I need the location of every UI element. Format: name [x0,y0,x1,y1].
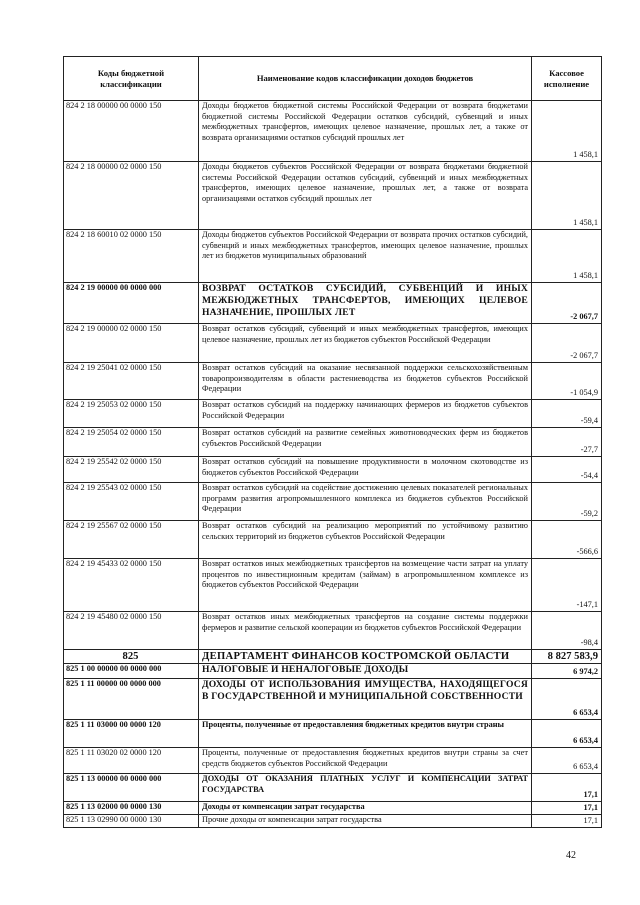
row-name: Возврат остатков субсидий на поддержку начинающих фермеров из бюджетов субъектов Российской Федерации [199,400,532,428]
table-row [64,363,602,400]
row-name: ВОЗВРАТ ОСТАТКОВ СУБСИДИЙ, СУБВЕНЦИЙ И ИНЫХ МЕЖБЮДЖЕТНЫХ ТРАНСФЕРТОВ, ИМЕЮЩИХ ЦЕЛЕВОЕ НАЗНАЧЕНИЕ, ПРОШЛЫХ ЛЕТ [199,283,532,324]
row-name: Доходы бюджетов бюджетной системы Российской Федерации от возврата бюджетами бюджетной системы Российской Федерации остатков субсидий, субвенций и иных межбюджетных трансфертов, имеющих целевое назначение, прошлых лет, а также от возврата организациями остатков субсидий прошлых лет [199,101,532,162]
row-amount: 1 458,1 [532,162,602,230]
table-header-row [64,57,602,101]
table-row [64,457,602,483]
row-code: 825 1 13 00000 00 0000 000 [64,774,199,802]
row-amount: 1 458,1 [532,101,602,162]
table-row [64,400,602,428]
table-row [64,483,602,521]
row-amount: -2 067,7 [532,324,602,363]
table-row [64,802,602,815]
row-code: 825 1 11 03000 00 0000 120 [64,720,199,748]
table-row [64,521,602,559]
row-amount: 17,1 [532,815,602,828]
row-code: 824 2 19 25543 02 0000 150 [64,483,199,521]
row-code: 824 2 19 45480 02 0000 150 [64,612,199,650]
row-amount: -54,4 [532,457,602,483]
row-amount: 6 653,4 [532,748,602,774]
row-name: Доходы бюджетов субъектов Российской Федерации от возврата бюджетами бюджетной системы Российской Федерации остатков субсидий, субвенций и иных межбюджетных трансфертов, имеющих целевое назначение, прошлых лет, а также от возврата организациями остатков субсидий прошлых лет [199,162,532,230]
table-row [64,428,602,457]
row-amount: 1 458,1 [532,230,602,283]
table-row [64,283,602,324]
row-code: 824 2 18 60010 02 0000 150 [64,230,199,283]
row-code: 824 2 19 25053 02 0000 150 [64,400,199,428]
row-amount: -59,2 [532,483,602,521]
row-amount: -59,4 [532,400,602,428]
table-row [64,774,602,802]
row-amount: -2 067,7 [532,283,602,324]
row-name: Возврат остатков субсидий на содействие достижению целевых показателей региональных программ развития агропромышленного комплекса из бюджетов субъектов Российской Федерации [199,483,532,521]
row-name: Проценты, полученные от предоставления бюджетных кредитов внутри страны за счет средств бюджетов субъектов Российской Федерации [199,748,532,774]
table-row [64,612,602,650]
row-amount: -566,6 [532,521,602,559]
table-row [64,324,602,363]
table-row [64,230,602,283]
row-amount: -147,1 [532,559,602,612]
row-code: 824 2 19 25041 02 0000 150 [64,363,199,400]
row-name: ДОХОДЫ ОТ ИСПОЛЬЗОВАНИЯ ИМУЩЕСТВА, НАХОДЯЩЕГОСЯ В ГОСУДАРСТВЕННОЙ И МУНИЦИПАЛЬНОЙ СОБСТВЕННОСТИ [199,679,532,720]
row-name: Возврат остатков субсидий на развитие семейных животноводческих ферм из бюджетов субъектов Российской Федерации [199,428,532,457]
row-amount: 6 653,4 [532,720,602,748]
table-row [64,101,602,162]
row-name: Возврат остатков субсидий, субвенций и иных межбюджетных трансфертов, имеющих целевое назначение, прошлых лет из бюджетов субъектов Российской Федерации [199,324,532,363]
row-name: Возврат остатков иных межбюджетных трансфертов на возмещение части затрат на уплату процентов по инвестиционным кредитам (займам) в агропромышленном комплексе из бюджетов субъектов Российской Федерации [199,559,532,612]
table-row [64,748,602,774]
department-name: ДЕПАРТАМЕНТ ФИНАНСОВ КОСТРОМСКОЙ ОБЛАСТИ [199,650,532,664]
row-code: 824 2 19 25054 02 0000 150 [64,428,199,457]
row-code: 824 2 19 25567 02 0000 150 [64,521,199,559]
row-code: 824 2 19 25542 02 0000 150 [64,457,199,483]
row-code: 824 2 19 45433 02 0000 150 [64,559,199,612]
page-number: 42 [566,850,576,861]
row-amount: -98,4 [532,612,602,650]
table-row [64,559,602,612]
row-amount: 6 653,4 [532,679,602,720]
department-amount: 8 827 583,9 [532,650,602,664]
row-name: Доходы бюджетов субъектов Российской Федерации от возврата прочих остатков субсидий, субвенций и иных межбюджетных трансфертов, имеющих целевое назначение, прошлых лет из бюджетов муниципальных образований [199,230,532,283]
row-amount: 17,1 [532,774,602,802]
row-name: Проценты, полученные от предоставления бюджетных кредитов внутри страны [199,720,532,748]
table-row [64,679,602,720]
table-row [64,815,602,828]
table-row [64,162,602,230]
department-row [64,650,602,664]
row-name: Возврат остатков субсидий на оказание несвязанной поддержки сельскохозяйственным товаропроизводителям в области растениеводства из бюджетов субъектов Российской Федерации [199,363,532,400]
row-amount: -1 054,9 [532,363,602,400]
row-name: ДОХОДЫ ОТ ОКАЗАНИЯ ПЛАТНЫХ УСЛУГ И КОМПЕНСАЦИИ ЗАТРАТ ГОСУДАРСТВА [199,774,532,802]
department-code: 825 [64,650,199,664]
row-code: 825 1 13 02990 00 0000 130 [64,815,199,828]
row-code: 824 2 19 00000 00 0000 000 [64,283,199,324]
row-code: 824 2 18 00000 02 0000 150 [64,162,199,230]
row-code: 824 2 19 00000 02 0000 150 [64,324,199,363]
header-codes: Коды бюджетной классификации [64,57,199,101]
row-name: Возврат остатков субсидий на реализацию мероприятий по устойчивому развитию сельских территорий из бюджетов субъектов Российской Федерации [199,521,532,559]
row-amount: 6 974,2 [532,664,602,679]
row-name: Прочие доходы от компенсации затрат государства [199,815,532,828]
row-amount: 17,1 [532,802,602,815]
row-name: НАЛОГОВЫЕ И НЕНАЛОГОВЫЕ ДОХОДЫ [199,664,532,679]
header-names: Наименование кодов классификации доходов бюджетов [199,57,532,101]
row-name: Доходы от компенсации затрат государства [199,802,532,815]
budget-revenue-table [63,56,602,828]
row-code: 825 1 13 02000 00 0000 130 [64,802,199,815]
row-amount: -27,7 [532,428,602,457]
table-row [64,664,602,679]
row-code: 825 1 00 00000 00 0000 000 [64,664,199,679]
header-execution: Кассовое исполнение [532,57,602,101]
row-name: Возврат остатков иных межбюджетных трансфертов на создание системы поддержки фермеров и развитие сельской кооперации из бюджетов субъектов Российской Федерации [199,612,532,650]
row-code: 825 1 11 00000 00 0000 000 [64,679,199,720]
row-name: Возврат остатков субсидий на повышение продуктивности в молочном скотоводстве из бюджетов субъектов Российской Федерации [199,457,532,483]
row-code: 825 1 11 03020 02 0000 120 [64,748,199,774]
table-row [64,720,602,748]
row-code: 824 2 18 00000 00 0000 150 [64,101,199,162]
